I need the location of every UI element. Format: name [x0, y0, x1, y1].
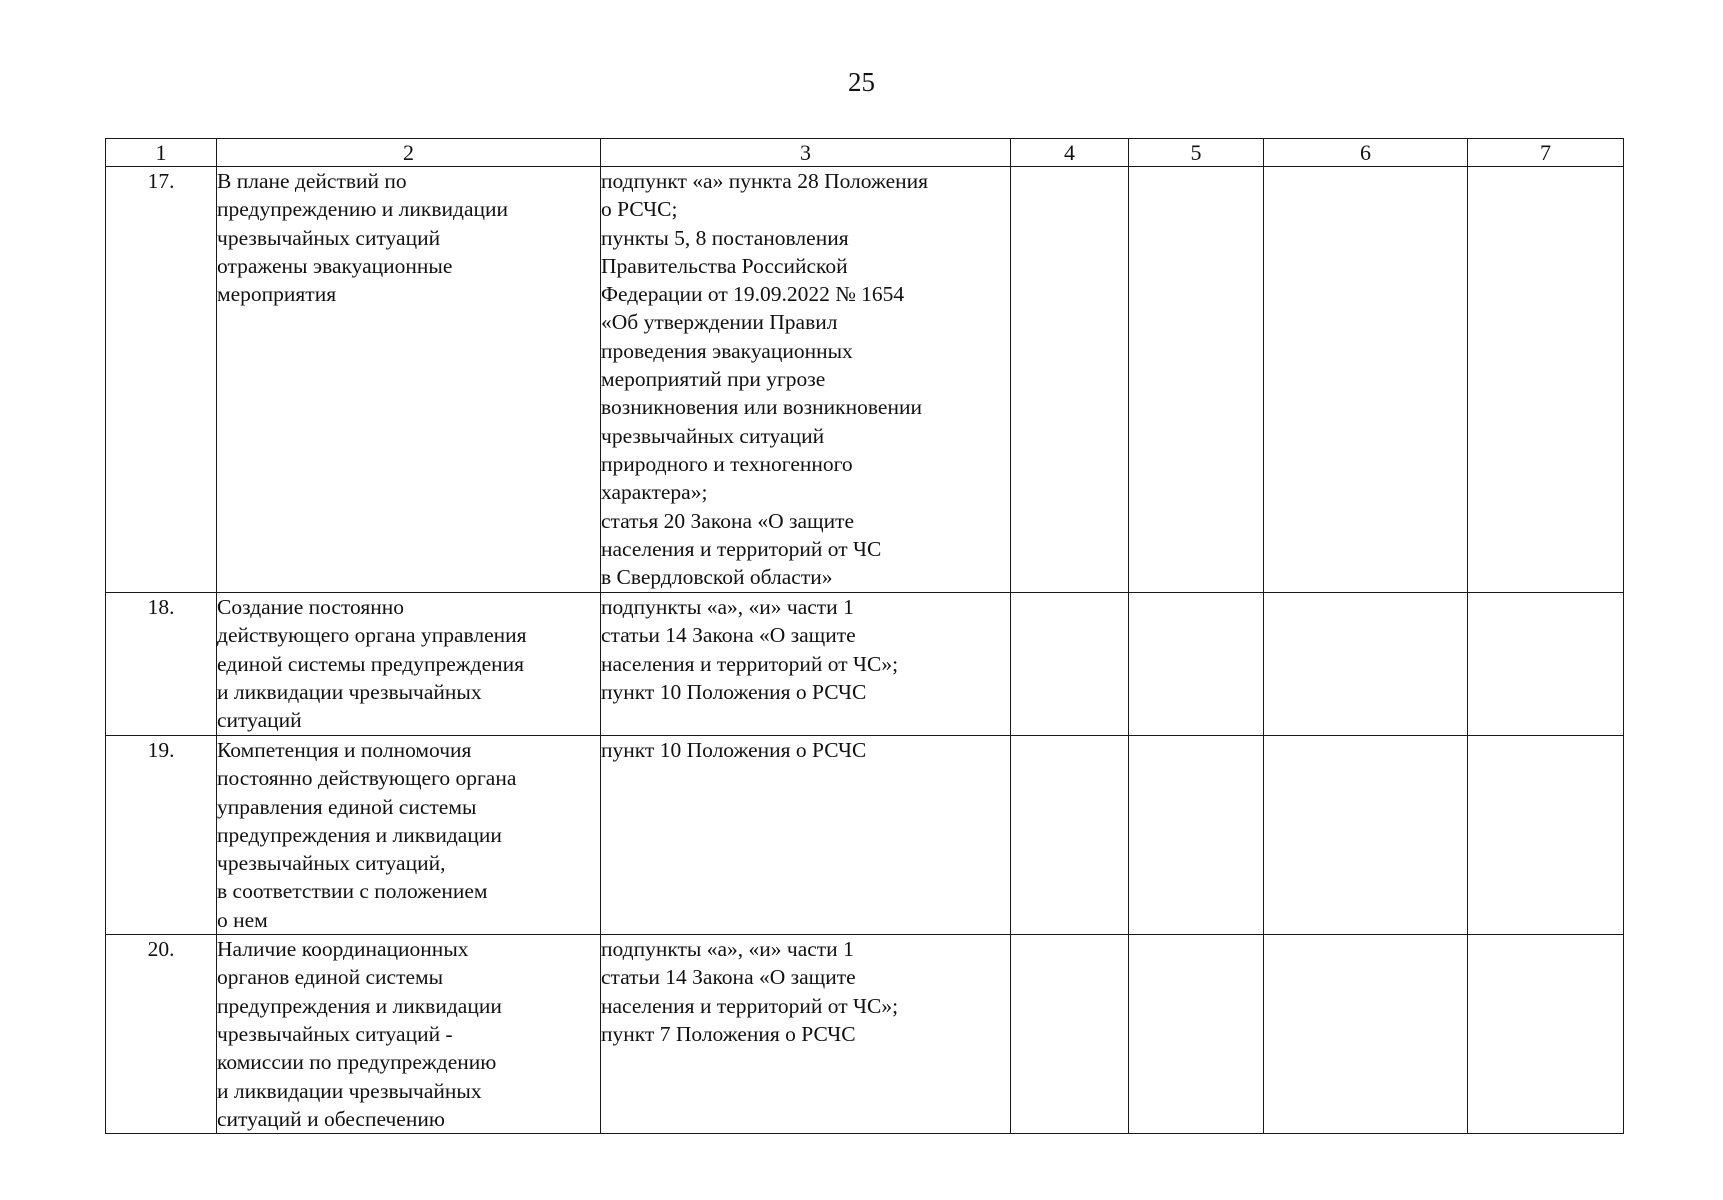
table-row — [106, 593, 1624, 736]
column-5-cell — [1129, 736, 1264, 935]
legal-basis-cell: подпункты «а», «и» части 1 статьи 14 Закона «О защите населения и территорий от ЧС»; пункт 7 Положения о РСЧС — [601, 935, 1011, 1134]
page-number: 25 — [848, 67, 875, 97]
column-header-1: 1 — [106, 139, 217, 167]
table-row — [106, 736, 1624, 935]
row-number: 19. — [106, 736, 217, 935]
table-row — [106, 167, 1624, 593]
requirement-cell: Создание постоянно действующего органа управления единой системы предупреждения и ликвидации чрезвычайных ситуаций — [217, 593, 601, 736]
legal-basis-cell: подпункты «а», «и» части 1 статьи 14 Закона «О защите населения и территорий от ЧС»; пункт 10 Положения о РСЧС — [601, 593, 1011, 736]
row-number: 18. — [106, 593, 217, 736]
column-5-cell — [1129, 593, 1264, 736]
table-header — [106, 139, 1624, 167]
header-row — [106, 139, 1624, 167]
column-header-5: 5 — [1129, 139, 1264, 167]
row-number: 20. — [106, 935, 217, 1134]
column-4-cell — [1011, 736, 1129, 935]
table-row — [106, 935, 1624, 1134]
legal-basis-cell: пункт 10 Положения о РСЧС — [601, 736, 1011, 935]
column-header-6: 6 — [1264, 139, 1468, 167]
row-number: 17. — [106, 167, 217, 593]
column-7-cell — [1468, 167, 1624, 593]
requirement-cell: В плане действий по предупреждению и ликвидации чрезвычайных ситуаций отражены эвакуационные мероприятия — [217, 167, 601, 593]
requirement-cell: Компетенция и полномочия постоянно действующего органа управления единой системы предупреждения и ликвидации чрезвычайных ситуаций, в соответствии с положением о нем — [217, 736, 601, 935]
requirement-cell: Наличие координационных органов единой системы предупреждения и ликвидации чрезвычайных ситуаций - комиссии по предупреждению и ликвидации чрезвычайных ситуаций и обеспечению — [217, 935, 601, 1134]
column-7-cell — [1468, 736, 1624, 935]
table-body — [106, 167, 1624, 1134]
column-5-cell — [1129, 935, 1264, 1134]
column-4-cell — [1011, 167, 1129, 593]
column-header-4: 4 — [1011, 139, 1129, 167]
column-header-2: 2 — [217, 139, 601, 167]
column-6-cell — [1264, 593, 1468, 736]
column-6-cell — [1264, 167, 1468, 593]
legal-basis-cell: подпункт «а» пункта 28 Положения о РСЧС; пункты 5, 8 постановления Правительства Российской Федерации от 19.09.2022 № 1654 «Об утверждении Правил проведения эвакуационных мероприятий при угрозе возникновения или возникновении чрезвычайных ситуаций природного и техногенного характера»; статья 20 Закона «О защите населения и территорий от ЧС в Свердловской области» — [601, 167, 1011, 593]
column-6-cell — [1264, 736, 1468, 935]
column-5-cell — [1129, 167, 1264, 593]
column-header-7: 7 — [1468, 139, 1624, 167]
column-7-cell — [1468, 935, 1624, 1134]
column-header-3: 3 — [601, 139, 1011, 167]
column-6-cell — [1264, 935, 1468, 1134]
checklist-table — [105, 138, 1624, 1134]
column-7-cell — [1468, 593, 1624, 736]
column-4-cell — [1011, 593, 1129, 736]
column-4-cell — [1011, 935, 1129, 1134]
